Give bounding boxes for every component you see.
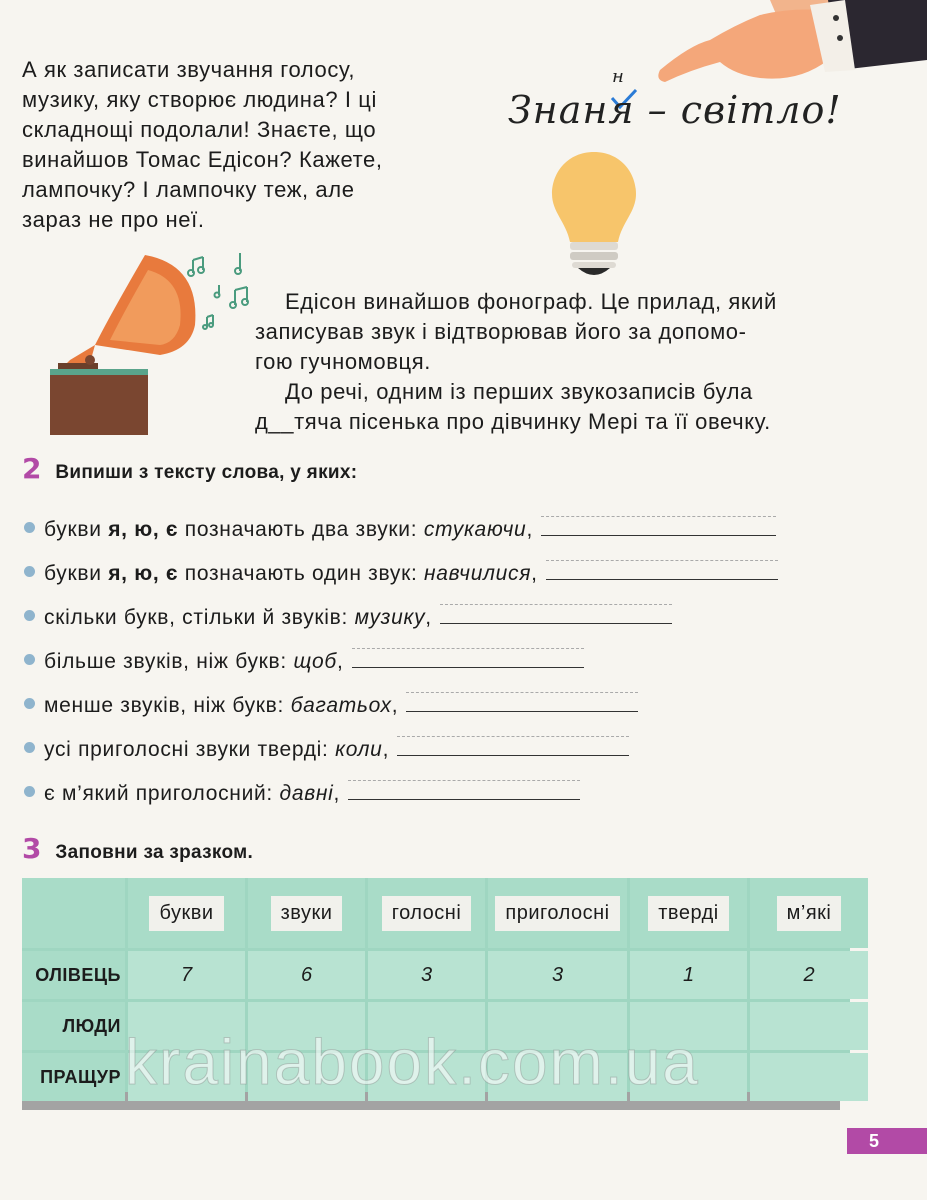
edison-line: До речі, одним із перших звукозаписів була [285,379,753,404]
item-text: букви я, ю, є позначають два звуки: стукаючи, [44,518,533,541]
table-cell: 1 [630,951,747,999]
table-cell: 3 [368,951,485,999]
table-cell: 6 [248,951,365,999]
list-item [24,542,874,586]
music-notes-icon [185,245,260,335]
bullet-dot-icon [24,654,35,665]
bullet-dot-icon [24,742,35,753]
task-number: 2 [22,452,42,485]
task-number: 3 [22,832,42,865]
answer-line[interactable] [440,622,672,624]
slogan-text: Знаня – світло! [508,88,842,132]
intro-line: лампочку? І лампочку теж, але [22,177,355,202]
task-2-list [24,498,874,806]
column-header: звуки [248,878,365,948]
answer-line[interactable] [348,798,580,800]
answer-line[interactable] [541,534,776,536]
task-3-heading [22,832,253,865]
intro-line: складнощі подолали! Знаєте, що [22,117,377,142]
item-text: букви я, ю, є позначають один звук: навчилися, [44,562,538,585]
task-title: Випиши з тексту слова, у яких: [55,462,358,483]
task-2-heading [22,452,357,485]
intro-line: зараз не про неї. [22,207,205,232]
list-item [24,762,874,806]
table-corner [22,878,125,948]
edison-line: записував звук і відтворював його за допомо- [255,319,747,344]
item-text: менше звуків, ніж букв: багатьох, [44,694,399,717]
table-cell: 7 [128,951,245,999]
column-header: м’які [750,878,868,948]
edison-line: гою гучномовця. [255,349,431,374]
lightbulb-icon [548,150,640,280]
list-item [24,674,874,718]
list-item [24,718,874,762]
task-title: Заповни за зразком. [55,842,254,863]
column-header: тверді [630,878,747,948]
item-text: є м’який приголосний: давні, [44,782,341,805]
bullet-dot-icon [24,566,35,577]
bullet-dot-icon [24,522,35,533]
correction-letter: н [612,66,624,87]
bullet-dot-icon [24,786,35,797]
answer-line[interactable] [406,710,638,712]
row-header: ОЛІВЕЦЬ [22,951,125,999]
intro-line: музику, яку створює людина? І ці [22,87,377,112]
edison-line: Едісон винайшов фонограф. Це прилад, який [285,289,777,314]
page-number: 5 [847,1128,927,1154]
watermark: krainabook.com.ua [125,1026,700,1098]
table-cell[interactable] [750,1053,868,1101]
intro-line: А як записати звучання голосу, [22,57,356,82]
column-header: букви [128,878,245,948]
bullet-dot-icon [24,610,35,621]
row-header: ПРАЩУР [22,1053,125,1101]
column-header: приголосні [488,878,627,948]
bullet-dot-icon [24,698,35,709]
item-text: скільки букв, стільки й звуків: музику, [44,606,432,629]
list-item [24,498,874,542]
table-cell: 2 [750,951,868,999]
edison-paragraph [255,287,840,437]
list-item [24,586,874,630]
item-text: усі приголосні звуки тверді: коли, [44,738,390,761]
answer-line[interactable] [546,578,778,580]
column-header: голосні [368,878,485,948]
list-item [24,630,874,674]
phonograph-icon [50,245,200,440]
edison-line: д__тяча пісенька про дівчинку Мері та її овечку. [255,409,771,434]
table-cell[interactable] [750,1002,868,1050]
item-text: більше звуків, ніж букв: щоб, [44,650,344,673]
intro-line: винайшов Томас Едісон? Кажете, [22,147,383,172]
answer-line[interactable] [397,754,629,756]
table-cell: 3 [488,951,627,999]
answer-line[interactable] [352,666,584,668]
intro-paragraph [22,55,432,235]
row-header: ЛЮДИ [22,1002,125,1050]
